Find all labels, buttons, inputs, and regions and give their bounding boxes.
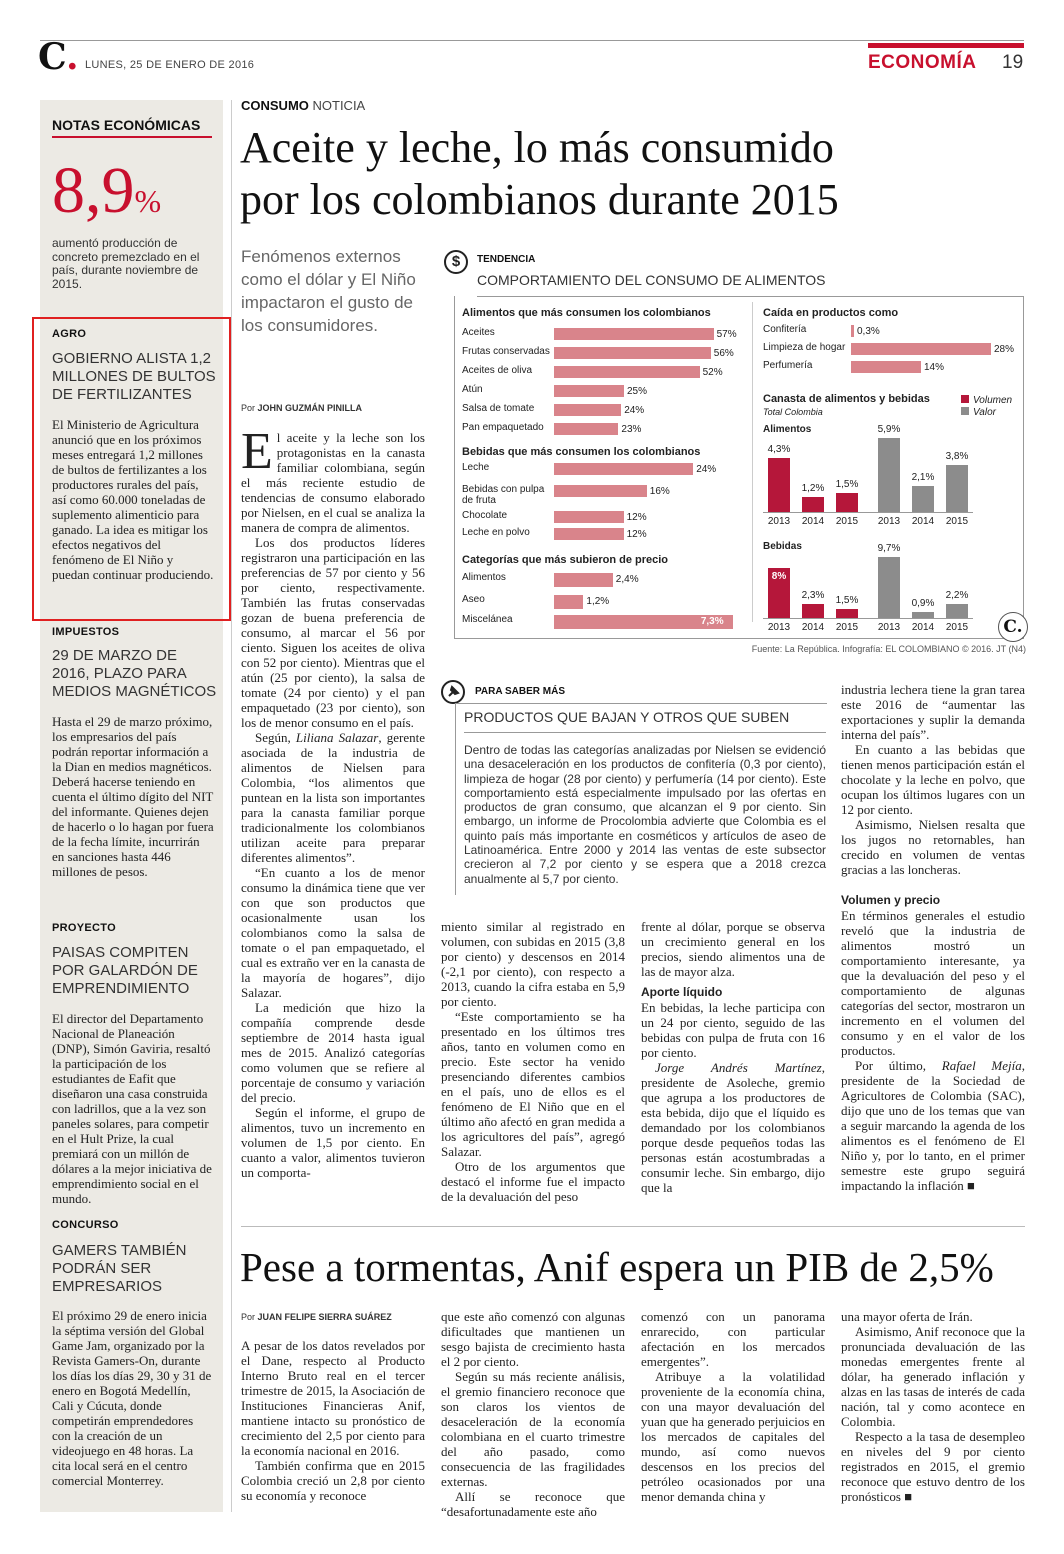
bar	[878, 557, 900, 618]
data-label: 24%	[696, 464, 717, 475]
article2-column: A pesar de los datos revelados por el Dane, respecto al Producto Interno Bruto real en el tercer trimestre de 2015, la Asociación de Instituciones Financieras Anif, mantiene intacto su pronóstico de crecimiento del 2,5 por ciento para la economía nacional en 2016. También confirma que en 2015 Colombia creció un 2,8 por ciento su economía y reconoce	[241, 1338, 425, 1503]
drop-cap: E	[241, 423, 273, 480]
note-headline: GAMERS TAMBIÉN PODRÁN SER EMPRESARIOS	[52, 1242, 187, 1295]
pin-icon	[441, 680, 465, 704]
article2-headline: Pese a tormentas, Anif espera un PIB de 2,5%	[240, 1244, 994, 1290]
article2-byline: Por JUAN FELIPE SIERRA SUÁREZ	[241, 1312, 392, 1322]
data-label: 1,5%	[835, 479, 859, 491]
bar	[836, 493, 858, 512]
group-title: Bebidas	[763, 541, 802, 552]
category-label: Alimentos	[462, 572, 506, 583]
note-headline: PAISAS COMPITEN POR GALARDÓN DE EMPRENDIMIENTO	[52, 944, 198, 997]
data-label: 9,7%	[877, 542, 901, 554]
data-label: 16%	[649, 486, 670, 497]
legend-valor-swatch	[961, 407, 969, 415]
category-label: Confitería	[763, 324, 807, 335]
data-label: 2,2%	[945, 590, 969, 602]
infographic-logo: C.	[998, 612, 1028, 642]
data-label: 8%	[771, 570, 787, 582]
x-tick-label: 2014	[801, 516, 825, 527]
newspaper-logo: C.	[38, 36, 79, 78]
category-label: Miscelánea	[462, 614, 513, 625]
page-number: 19	[1002, 52, 1024, 73]
category-label: Leche en polvo	[462, 527, 530, 538]
data-label: 2,4%	[615, 574, 639, 585]
chart-title: Canasta de alimentos y bebidas	[763, 393, 930, 405]
note-tag: CONCURSO	[52, 1219, 119, 1231]
sidebar-title-rule	[52, 136, 212, 138]
data-label: 23%	[621, 424, 642, 435]
x-tick-label: 2014	[801, 622, 825, 633]
chart-title: Bebidas que más consumen los colombianos	[462, 446, 701, 458]
bar	[836, 609, 858, 618]
infographic-title: COMPORTAMIENTO DEL CONSUMO DE ALIMENTOS	[477, 272, 826, 288]
category-label: Atún	[462, 384, 483, 395]
top-rule	[40, 40, 1024, 41]
note-headline: 29 DE MARZO DE 2016, PLAZO PARA MEDIOS MAGNÉTICOS	[52, 647, 217, 700]
legend-valor: Valor	[973, 407, 996, 418]
category-label: Frutas conservadas	[462, 346, 550, 357]
category-label: Bebidas con pulpa de fruta	[462, 484, 545, 506]
bar	[946, 604, 968, 618]
note-tag: PROYECTO	[52, 922, 116, 934]
category-label: Aseo	[462, 594, 485, 605]
sabermas-kicker: PARA SABER MÁS	[475, 686, 566, 697]
data-label: 28%	[994, 344, 1015, 355]
category-label: Limpieza de hogar	[763, 342, 846, 353]
x-tick-label: 2015	[945, 622, 969, 633]
baseline	[763, 512, 973, 513]
category-label: Pan empaquetado	[462, 422, 544, 433]
issue-date: LUNES, 25 DE ENERO DE 2016	[85, 59, 255, 71]
infographic-kicker: TENDENCIA	[477, 254, 536, 265]
subhead: Volumen y precio	[841, 893, 941, 907]
baseline	[763, 618, 973, 619]
article-column: miento similar al registrado en volumen, con subidas en 2015 (3,8 por ciento) y descensos en 2014 (-2,1 por ciento), con respecto a 2013, cuando la cifra estaba en 5,9 por ciento. “Este comportamiento se ha presentado en los últimos tres años, tanto en volumen como en precio. Este sector ha venido presenciando diferentes cambios en el país, uno de ellos es el fenómeno de El Niño que en el último año afectó en gran medida a los agricultores del país”, agregó Salazar. Otro de los argumentos que destacó el informe fue el impacto de la devaluación del peso	[441, 919, 625, 1204]
legend	[961, 395, 1012, 419]
x-tick-label: 2015	[945, 516, 969, 527]
sabermas-body: Dentro de todas las categorías analizadas por Nielsen se evidenció una desaceleración en los productos de confitería (0,3 por ciento), limpieza de hogar (28 por ciento) y perfumería (14 por ciento). Este comportamiento está especialmente impulsado por las ofertas en productos de gran consumo, que alcanzan el 9 por ciento. Sin embargo, un informe de Procolombia advierte que Colombia es el quinto país más importante en cosméticos y artículos de aseo de Latinoamérica. Entre 2000 y 2014 las ventas de este subsector crecieron al 7,2 por ciento y se espera que a 2018 crezca anualmente al 5,7 por ciento.	[464, 743, 826, 886]
note-body: El Ministerio de Agricultura anunció que en los próximos meses entregará 1,2 millones de bultos de fertilizantes a los productores rurales del país, así como 60.000 toneladas de suplemento alimenticio para ganado. La idea es mitigar los efectos negativos del fenómeno de El Niño y puedan continuar produciendo.	[52, 417, 214, 582]
vbar-charts	[441, 248, 1031, 656]
infographic	[441, 248, 1031, 656]
bar	[912, 486, 934, 512]
data-label: 1,2%	[801, 483, 825, 494]
category-label: Leche	[462, 462, 490, 473]
chart-title: Caída en productos como	[763, 307, 899, 319]
article-column: frente al dólar, porque se observa un crecimiento general en los precios, siendo alimentos una de las de mayor alza. Aporte líquido En bebidas, la leche participa con un 24 por ciento, seguido de las bebidas con pulpa de fruta con 16 por ciento. Jorge Andrés Martínez, presidente de Asoleche, gremio que agrupa a los productores de esta bebida, dijo que el líquido es demandado por los colombianos porque desde pequeños todas las personas están acostumbradas a consumir leche. Sin embargo, dijo que la	[641, 919, 825, 1195]
note-headline: GOBIERNO ALISTA 1,2 MILLONES DE BULTOS DE FERTILIZANTES	[52, 350, 216, 403]
data-label: 0,3%	[857, 326, 880, 337]
data-label: 1,2%	[586, 596, 610, 607]
chart-title: Categorías que más subieron de precio	[462, 554, 669, 566]
x-tick-label: 2013	[767, 516, 791, 527]
category-label: Perfumería	[763, 360, 813, 371]
x-tick-label: 2013	[877, 516, 901, 527]
data-label: 2,1%	[911, 471, 935, 483]
data-label: 4,3%	[767, 444, 791, 456]
article-headline: Aceite y leche, lo más consumido por los colombianos durante 2015	[240, 123, 839, 224]
stat-number: 8,9	[52, 154, 135, 227]
data-label: 7,3%	[700, 616, 724, 627]
legend-volumen: Volumen	[973, 395, 1013, 406]
data-label: 12%	[626, 529, 647, 540]
data-label: 57%	[716, 329, 737, 340]
x-tick-label: 2014	[911, 516, 935, 527]
article-separator	[241, 1226, 1025, 1227]
infographic-source: Fuente: La República. Infografía: EL COLOMBIANO © 2016. JT (N4)	[751, 644, 1026, 654]
category-label: Salsa de tomate	[462, 403, 535, 414]
x-tick-label: 2014	[911, 622, 935, 633]
bar	[878, 438, 900, 512]
bar	[802, 604, 824, 618]
group-title: Alimentos	[763, 424, 812, 435]
stat-text: aumentó producción de concreto premezclado en el país, durante noviembre de 2015.	[52, 236, 200, 291]
data-label: 52%	[702, 367, 723, 378]
data-label: 5,9%	[877, 424, 901, 436]
dollar-icon: $	[444, 250, 468, 274]
bar	[802, 497, 824, 512]
subhead: Aporte líquido	[641, 985, 723, 999]
article2-column: una mayor oferta de Irán. Asimismo, Anif reconoce que la pronunciada devaluación de las monedas emergentes frente al dólar, ha generado inflación y alzas en las tasas de interés de cada nación, tal y como acontece en Colombia. Respecto a la tasa de desempleo en niveles del 9 por ciento registrados en 2015, el gremio reconoce que estuvo dentro de los pronósticos ■	[841, 1309, 1025, 1504]
bar	[946, 465, 968, 513]
sidebar-title: NOTAS ECONÓMICAS	[52, 117, 201, 133]
article2-column: comenzó con un panorama enrarecido, con particular afectación en los mercados emergentes”. Atribuye a la volatilidad proveniente de la economía china, con una mayor devaluación del yuan que ha generado perjuicios en los mercados de capitales del mundo, así como nuevos descensos en los precios del petróleo ocasionados por una menor demanda china y	[641, 1309, 825, 1504]
sabermas-rule	[464, 732, 826, 733]
note-body: El director del Departamento Nacional de Planeación (DNP), Simón Gaviria, resaltó la participación de los estudiantes de Eafit que diseñaron una casa construida con ladrillos, que a la vez son paneles solares, para competir en el Hult Prize, la cual premiará con un millón de dólares a la mejor iniciativa de emprendimiento social en el mundo.	[52, 1011, 212, 1206]
article-column: El aceite y la leche son los protagonistas en la canasta familiar colombiana, según el más reciente estudio de tendencias de consumo elaborado por Nielsen, en el cual se analiza la manera de compra de alimentos. Los dos productos líderes registraron una participación en las preferencias de 57 por ciento y 56 por ciento, respectivamente. También las frutas conservadas gozan de buena preferencia de consumo, al marcar el 56 por ciento. Siguen los aceites de oliva con 52 por ciento). Mientras que el atún (25 por ciento), la salsa de tomate (24 por ciento) y el pan empaquetado (23 por ciento), son los de menor consumo en el país. Según, Liliana Salazar, gerente asociada de la industria de alimentos de Nielsen para Colombia, “los alimentos que puntean en la lista son importantes para la canasta familiar porque tradicionalmente los colombianos utilizan aceite para preparar diferentes alimentos”. “En cuanto a los de menor consumo la dinámica tiene que ver con que son productos que ocasionalmente usan los colombianos como la salsa de tomate o el pan empaquetado, el cual es extraño ver en la canasta de la mayoría de hogares”, dijo Salazar. La medición que hizo la compañía comprende desde septiembre de 2014 hasta igual mes de 2015. Analizó categorías como volumen que se refiere al porcentaje de consumo y variación del precio. Según el informe, el grupo de alimentos, tuvo un incremento en volumen de 1,5 por ciento. En cuanto a valor, alimentos tuvieron un comporta-	[241, 423, 426, 1180]
data-label: 25%	[627, 386, 648, 397]
article-deck: Fenómenos externos como el dólar y El Niño impactaron el gusto de los consumidores.	[241, 247, 416, 335]
note-tag: IMPUESTOS	[52, 626, 120, 638]
section-name: ECONOMÍA	[868, 52, 977, 73]
data-label: 2,3%	[801, 589, 825, 601]
sabermas-title: PRODUCTOS QUE BAJAN Y OTROS QUE SUBEN	[464, 709, 790, 725]
note-body: El próximo 29 de enero inicia la séptima versión del Global Game Jam, organizado por la Revista Gamers-On, durante los días los días 29, 30 y 31 de enero en Bogotá Medellín, Cali y Cúcuta, donde competirán emprendedores con la creación de un videojuego en 48 horas. La cita local será en el centro comercial Monterrey.	[52, 1308, 212, 1488]
article-column: industria lechera tiene la gran tarea este 2016 de “aumentar las exportaciones y suplir la demanda interna del país”. En cuanto a las bebidas que tienen menos participación están el chocolate y la leche en polvo, que ocupan los últimos lugares con un 12 por ciento. Asimismo, Nielsen resalta que los jugos no retornables, han crecido en volumen de ventas gracias a las loncheras. Volumen y precio En términos generales el estudio reveló que la industria de alimentos mostró un comportamiento interesante, ya que la devaluación del peso y el comportamiento de algunas categorías del sector, mostraron un incremento en el volumen del consumo y en el valor de los productos. Por último, Rafael Mejía, presidente de la Sociedad de Agricultores de Colombia (SAC), dijo que uno de los temas que van a seguir marcando la agenda de los alimentos es el fenómeno de El Niño y, por lo tanto, en el primer semestre este grupo seguirá impactando la inflación ■	[841, 682, 1025, 1193]
data-label: 0,9%	[911, 598, 935, 610]
article-byline: Por JOHN GUZMÁN PINILLA	[241, 403, 363, 413]
note-tag: AGRO	[52, 328, 87, 340]
category-label: Chocolate	[462, 510, 508, 521]
column-rule	[231, 100, 232, 1512]
data-label: 1,5%	[835, 594, 859, 606]
stat-unit: %	[134, 183, 162, 219]
data-label: 3,8%	[945, 450, 969, 462]
x-tick-label: 2013	[767, 622, 791, 633]
x-tick-label: 2013	[877, 622, 901, 633]
chart-subtitle: Total Colombia	[763, 407, 823, 417]
legend-volumen-swatch	[961, 395, 969, 403]
x-tick-label: 2015	[835, 516, 859, 527]
article-kicker: CONSUMO NOTICIA	[241, 98, 366, 113]
category-label: Aceites	[462, 327, 495, 338]
data-label: 14%	[924, 362, 945, 373]
data-label: 24%	[624, 405, 645, 416]
article2-column: que este año comenzó con algunas dificultades que mantienen un sesgo bajista de crecimiento hasta el 2 por ciento. Según su más reciente análisis, el gremio financiero reconoce que son claros los vientos de desaceleración de la economía colombiana en el cuarto trimestre del año pasado, como consecuencia de las fragilidades externas. Allí se reconoce que “desafortunadamente este año	[441, 1309, 625, 1519]
bar	[768, 458, 790, 512]
data-label: 12%	[626, 512, 647, 523]
x-tick-label: 2015	[835, 622, 859, 633]
note-body: Hasta el 29 de marzo próximo, los empresarios del país podrán reportar información a la Dian en medios magnéticos. Deberá hacerse teniendo en cuenta el último dígito del NIT del informante. Quienes dejen de hacerlo o lo hagan por fuera de la fecha límite, incurrirán en sanciones hasta 446 millones de pesos.	[52, 714, 214, 879]
category-label: Aceites de oliva	[462, 365, 533, 376]
sidebar-stat	[52, 154, 162, 241]
chart-title: Alimentos que más consumen los colombianos	[462, 307, 711, 319]
data-label: 56%	[713, 348, 734, 359]
section-bar	[868, 43, 1024, 48]
